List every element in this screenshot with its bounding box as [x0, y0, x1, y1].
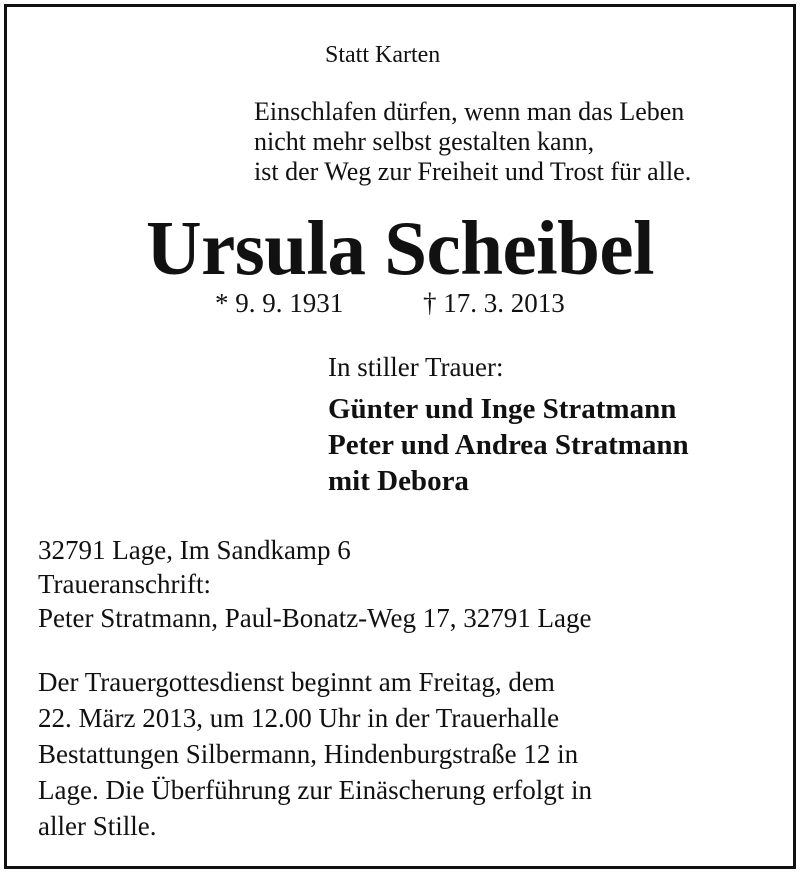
intro-text: Statt Karten: [325, 42, 441, 68]
poem-line: ist der Weg zur Freiheit und Trost für alle.: [254, 157, 692, 186]
death-date: † 17. 3. 2013: [423, 288, 565, 318]
address-line: 32791 Lage, Im Sandkamp 6: [38, 535, 351, 565]
deceased-name: Ursula Scheibel: [145, 205, 654, 291]
family-line: Peter und Andrea Stratmann: [328, 429, 689, 461]
poem-line: nicht mehr selbst gestalten kann,: [254, 127, 595, 156]
service-info: [38, 664, 592, 844]
service-line: Lage. Die Überführung zur Einäscherung erfolgt in: [38, 775, 593, 805]
poem: [254, 97, 691, 187]
poem-line: Einschlafen dürfen, wenn man das Leben: [254, 97, 685, 126]
address-block: [38, 533, 591, 635]
service-line: aller Stille.: [38, 811, 157, 841]
service-line: 22. März 2013, um 12.00 Uhr in der Trauerhalle: [38, 703, 560, 733]
address-line: Peter Stratmann, Paul-Bonatz-Weg 17, 32791 Lage: [38, 603, 592, 633]
family-line: Günter und Inge Stratmann: [328, 393, 677, 425]
family-line: mit Debora: [328, 465, 469, 497]
family-list: [328, 391, 689, 499]
address-line: Traueranschrift:: [38, 569, 211, 599]
service-line: Der Trauergottesdienst beginnt am Freitag, dem: [38, 667, 555, 697]
birth-date: * 9. 9. 1931: [215, 288, 344, 318]
mourning-label: In stiller Trauer:: [328, 352, 504, 382]
service-line: Bestattungen Silbermann, Hindenburgstraße 12 in: [38, 739, 579, 769]
